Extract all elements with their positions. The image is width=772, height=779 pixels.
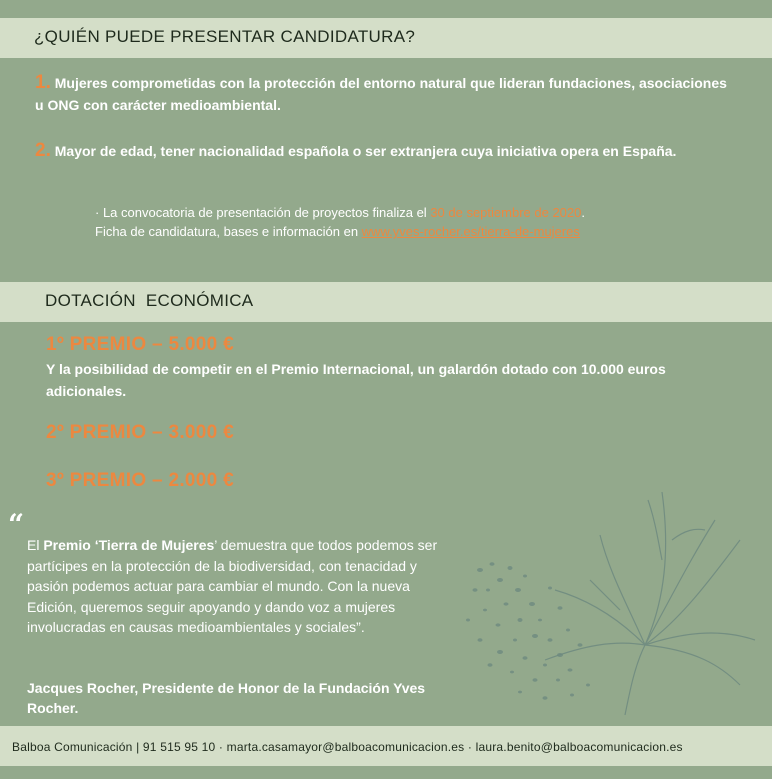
quote-signature: Jacques Rocher, Presidente de Honor de la Fundación Yves Rocher. [27, 680, 426, 716]
deadline-date: 30 de septiembre de 2020 [430, 205, 582, 220]
prize-second: 2º PREMIO – 3.000 € [46, 422, 234, 443]
criterion-2 [35, 140, 735, 162]
criterion-1 [35, 72, 735, 116]
info-link[interactable]: www.yves-rocher.es/tierra-de-mujeres [361, 224, 580, 239]
footer-contact: Balboa Comunicación | 91 515 95 10 · marta.casamayor@balboacomunicacion.es · laura.benito@balboacomunicacion.es [12, 740, 683, 754]
quote-body: ’ demuestra que todos podemos ser partícipes en la protección de la biodiversidad, con tenacidad y pasión podemos actuar para cambiar el mundo. Con la nueva Edición, queremos seguir apoyando y dando voz a mujeres involucradas en causas medioambientales y sociales”. [27, 537, 438, 635]
deadline-note [95, 203, 735, 241]
criterion-number: 1. [35, 72, 51, 93]
prize-first: 1º PREMIO – 5.000 € [46, 334, 234, 355]
criterion-text: Mujeres comprometidas con la protección del entorno natural que lideran fundaciones, asociaciones u ONG con carácter medioambiental. [35, 75, 727, 113]
quote-text [27, 535, 457, 638]
quote-award-name: Premio ‘Tierra de Mujeres [43, 537, 215, 553]
criterion-text: Mayor de edad, tener nacionalidad española o ser extranjera cuya iniciativa opera en España. [54, 143, 677, 159]
prize-third: 3º PREMIO – 2.000 € [46, 470, 234, 491]
quote-intro: El [27, 537, 44, 553]
plant-illustration-icon [440, 480, 760, 720]
note-prefix: · La convocatoria de presentación de proyectos finaliza el [95, 205, 431, 220]
note-suffix: . [581, 205, 585, 220]
section-title-dotacion: DOTACIÓN ECONÓMICA [45, 291, 254, 310]
section-title-candidatura: ¿QUIÉN PUEDE PRESENTAR CANDIDATURA? [34, 27, 416, 46]
info-prefix: Ficha de candidatura, bases e información en [95, 224, 362, 239]
criterion-number: 2. [35, 140, 51, 161]
prize-first-description: Y la posibilidad de competir en el Premio Internacional, un galardón dotado con 10.000 euros adicionales. [46, 361, 666, 399]
quote-mark-icon: “ [8, 508, 25, 541]
